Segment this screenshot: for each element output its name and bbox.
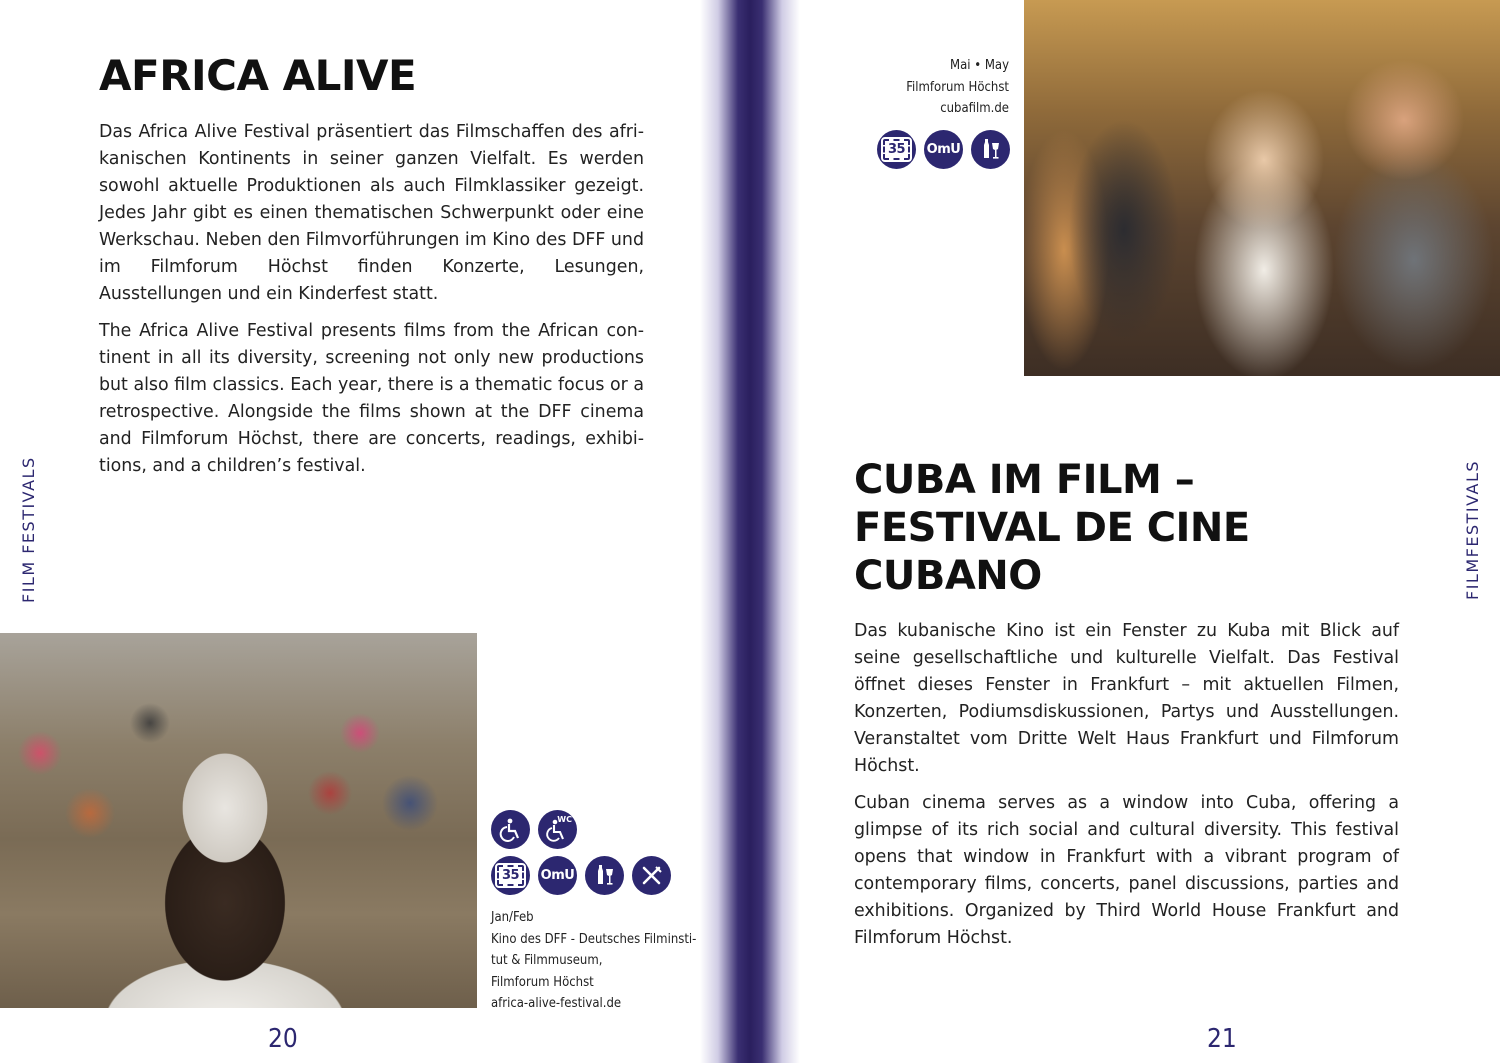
drinks-icon [971,130,1010,169]
section-label: FILMFESTIVALS [1463,459,1482,600]
body-text-german: Das kubanische Kino ist ein Fenster zu Kuba mit Blick auf seine gesellschaftliche und kulturelle Vielfalt. Das Festival öffnet dieses Fenster in Frankfurt – mit aktuellen Filmen, Konzerten, Podiumsdiskussionen, Partys und Ausstellungen. Veranstaltet vom Dritte Welt Haus Frankfurt und Filmforum Höchst. [854,621,1399,776]
article-body [99,119,644,490]
event-info [809,55,1009,120]
festival-photo [1024,0,1500,376]
festival-website-link[interactable]: africa-alive-festival.de [491,996,622,1011]
body-text-english: Cuban cinema serves as a window into Cuba, offering a glimpse of its rich social and cultural diversity. This festival opens that window in Frankfurt with a vibrant program of contemporary films, concerts, panel discussions, parties and exhibitions. Organized by Third World House Frankfurt and Filmforum Höchst. [854,793,1399,948]
title-line: CUBA IM FILM – [854,457,1195,503]
accessible-wc-icon [538,810,577,849]
wc-label: WC [557,815,572,824]
event-date: Mai • May [949,58,1009,73]
section-label: FILM FESTIVALS [19,456,38,603]
omu-subtitles-icon [924,130,963,169]
festival-photo [0,633,477,1008]
35mm-film-icon [491,856,530,895]
wheelchair-icon [491,810,530,849]
body-text-german: Das Africa Alive Festival präsentiert das Filmschaffen des afrikanischen Kontinents in seiner ganzen Vielfalt. Es werden sowohl aktuelle Produktionen als auch Filmklassiker gezeigt. Jedes Jahr gibt es einen thematischen Schwerpunkt oder eine Werkschau. Neben den Filmvorführungen im Kino des DFF und im Filmforum Höchst finden Konzerte, Lesungen, Ausstellungen und ein Kinderfest statt. [99,122,644,304]
amenity-icons [877,130,1010,169]
35mm-film-icon [877,130,916,169]
event-venue-line: Kino des DFF - Deutsches Filminsti- [491,931,697,947]
page-title [854,456,1250,600]
festival-website-link[interactable]: cubafilm.de [940,101,1009,116]
right-page [750,0,1500,1063]
icon-row [491,856,671,895]
event-info [491,907,701,1015]
omu-label: OmU [926,142,961,157]
event-venue-line: tut & Filmmuseum, [491,953,603,968]
omu-label: OmU [540,868,575,883]
omu-subtitles-icon [538,856,577,895]
book-gutter [700,0,800,1063]
page-number: 21 [1207,1024,1237,1054]
cutlery-icon [632,856,671,895]
drinks-icon [585,856,624,895]
title-line: CUBANO [854,553,1042,599]
event-venue: Filmforum Höchst [906,79,1009,95]
page-number: 20 [268,1024,298,1054]
amenity-icons [491,810,671,902]
film-format-label: 35 [497,865,524,886]
page-title: AFRICA ALIVE [99,51,417,100]
event-date: Jan/Feb [491,910,534,925]
body-text-english: The Africa Alive Festival presents films from the African continent in all its diversity, screening not only new productions but also film classics. Each year, there is a thematic focus or a retrospective. Alongside the films shown at the DFF cinema and Filmforum Höchst, there are concerts, readings, exhibitions, and a children’s festival. [99,321,644,476]
event-venue-line: Filmforum Höchst [491,974,594,990]
title-line: FESTIVAL DE CINE [854,505,1250,551]
film-format-label: 35 [883,139,910,160]
icon-row [491,810,671,849]
article-body [854,618,1399,962]
photo-background-crowd [0,663,477,843]
